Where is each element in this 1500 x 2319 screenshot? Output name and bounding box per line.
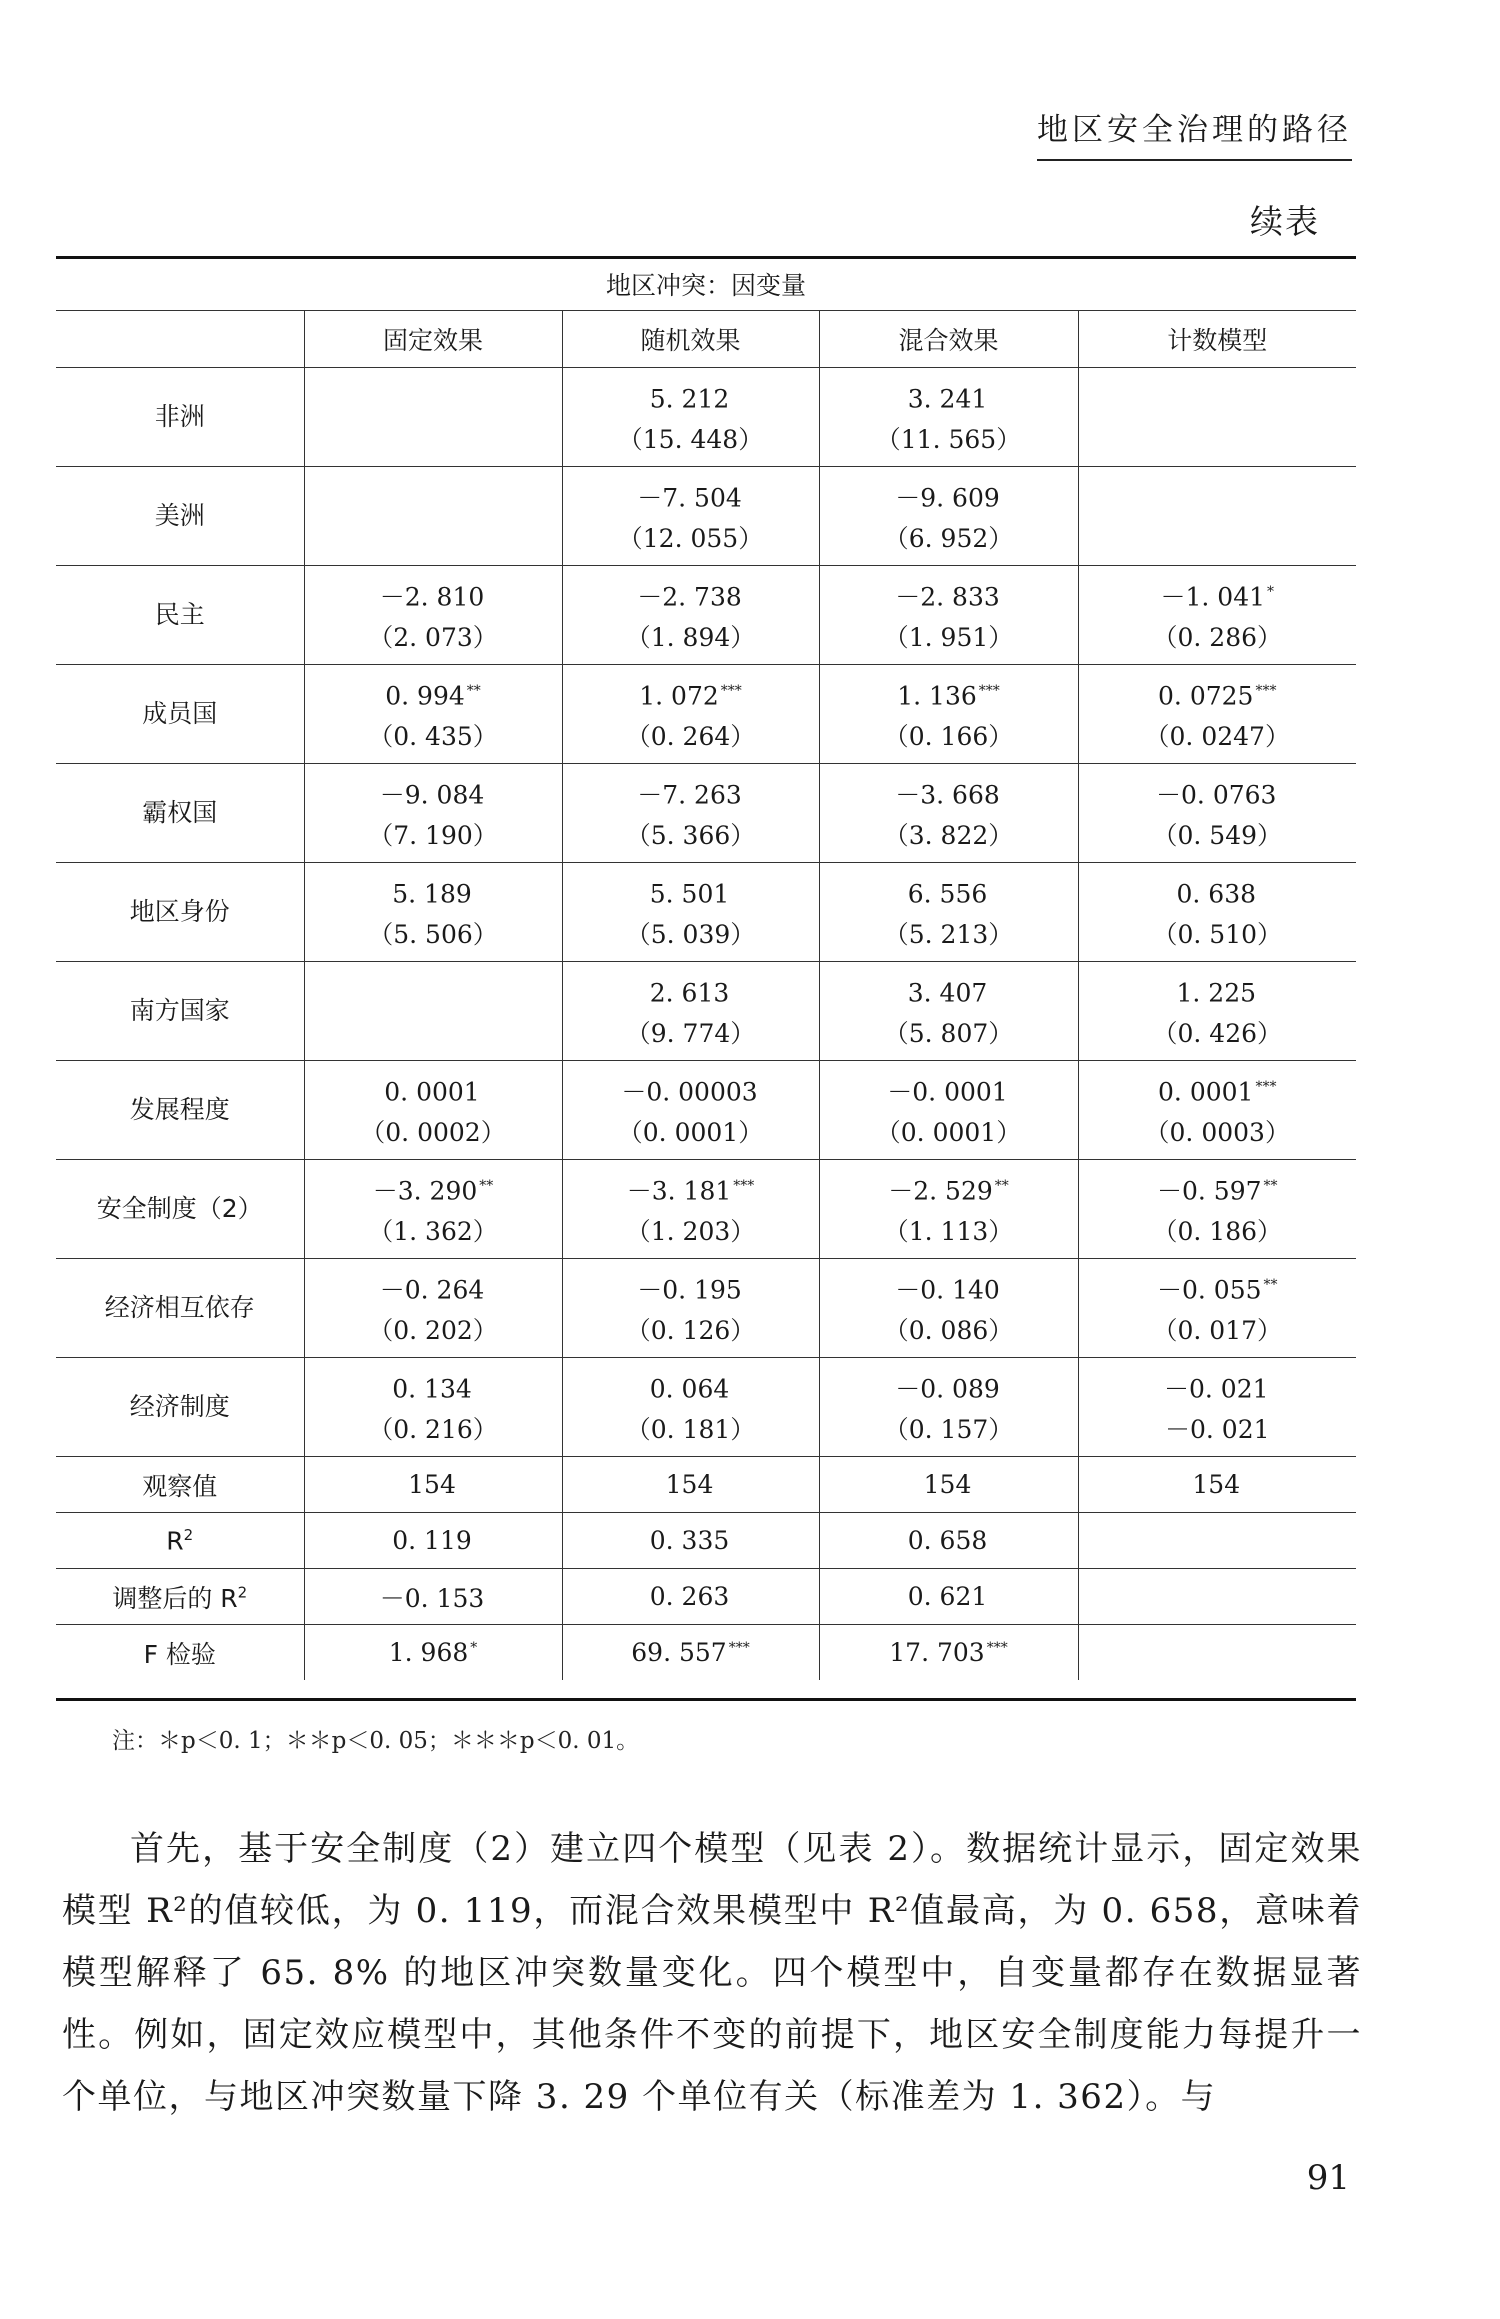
stats-label <box>56 1513 304 1569</box>
coefficient <box>1079 1364 1357 1409</box>
significance-stars: * <box>470 1639 478 1656</box>
coefficient-value: 0. 638 <box>1176 879 1257 909</box>
stats-row <box>56 1569 1356 1625</box>
standard-error: （1. 951） <box>883 622 1014 652</box>
coefficient-value: －3. 668 <box>895 780 1000 810</box>
coefficient <box>305 671 562 716</box>
coefficient <box>1079 1265 1357 1310</box>
standard-error: （9. 774） <box>625 1018 756 1048</box>
stats-label-text: F 检验 <box>143 1639 216 1669</box>
stats-label-text: 调整后的 R <box>112 1583 238 1613</box>
coefficient <box>563 1364 819 1409</box>
standard-error: （0. 0002） <box>360 1117 506 1147</box>
standard-error: （5. 506） <box>368 919 498 949</box>
stats-value: 154 <box>1192 1470 1241 1499</box>
table-row <box>56 863 1356 962</box>
table-cell <box>562 665 819 764</box>
table-cell <box>1078 665 1356 764</box>
superscript: 2 <box>237 1583 248 1602</box>
coefficient-value: －2. 833 <box>895 582 1000 612</box>
coefficient <box>305 1364 562 1409</box>
table-cell <box>1078 863 1356 962</box>
table-cell <box>304 1259 562 1358</box>
coefficient <box>563 968 819 1013</box>
coefficient-value: －0. 00003 <box>621 1077 758 1107</box>
standard-error: （0. 181） <box>625 1414 756 1444</box>
table-cell <box>562 368 819 467</box>
coefficient-value: －3. 181 <box>626 1176 732 1206</box>
standard-error: －0. 021 <box>1164 1414 1270 1444</box>
table-cell <box>819 1358 1078 1457</box>
table-cell <box>819 1061 1078 1160</box>
coefficient <box>1079 1166 1357 1211</box>
running-head-title: 地区安全治理的路径 <box>1037 104 1352 161</box>
coefficient <box>820 1364 1078 1409</box>
coefficient-value: －0. 0001 <box>887 1077 1008 1107</box>
table-row <box>56 368 1356 467</box>
table-cell <box>1078 566 1356 665</box>
coefficient <box>305 493 562 538</box>
coefficient <box>305 1067 562 1112</box>
standard-error: （1. 203） <box>625 1216 756 1246</box>
coefficient <box>563 1265 819 1310</box>
coefficient-value: 6. 556 <box>907 879 988 909</box>
row-label: 美洲 <box>56 467 304 566</box>
table-cell <box>1078 1358 1356 1457</box>
stats-cell <box>304 1625 562 1681</box>
stats-label <box>56 1457 304 1513</box>
table-cell <box>562 566 819 665</box>
stats-cell <box>1078 1513 1356 1569</box>
coefficient-value: －7. 263 <box>637 780 742 810</box>
standard-error: （0. 435） <box>368 721 498 751</box>
coefficient-value: －0. 140 <box>895 1275 1000 1305</box>
stats-label <box>56 1569 304 1625</box>
row-label: 发展程度 <box>56 1061 304 1160</box>
standard-error: （0. 126） <box>625 1315 756 1345</box>
coefficient <box>820 968 1078 1013</box>
standard-error: （5. 039） <box>625 919 756 949</box>
standard-error: （0. 017） <box>1152 1315 1283 1345</box>
table-cell <box>304 863 562 962</box>
coefficient <box>563 671 819 716</box>
stats-cell <box>304 1513 562 1569</box>
table-cell <box>304 764 562 863</box>
table-cell <box>1078 1160 1356 1259</box>
standard-error: （15. 448） <box>617 424 764 454</box>
stats-value: 154 <box>923 1470 972 1499</box>
coefficient <box>820 572 1078 617</box>
coefficient <box>305 770 562 815</box>
col-header-random: 随机效果 <box>562 311 819 368</box>
coefficient-value: 1. 072 <box>639 681 719 711</box>
coefficient-value: 5. 212 <box>649 384 730 414</box>
stats-cell <box>819 1569 1078 1625</box>
table-cell <box>1078 467 1356 566</box>
coefficient <box>820 1265 1078 1310</box>
table-cell <box>819 368 1078 467</box>
coefficient-value: 0. 0725 <box>1158 681 1254 711</box>
coefficient <box>1079 770 1357 815</box>
standard-error: （3. 822） <box>883 820 1014 850</box>
stats-cell <box>562 1569 819 1625</box>
stats-row <box>56 1625 1356 1681</box>
table-bottom-rule <box>56 1698 1356 1701</box>
stats-cell <box>304 1457 562 1513</box>
table-cell <box>1078 368 1356 467</box>
table-cell <box>562 1358 819 1457</box>
table-cell <box>562 1259 819 1358</box>
coefficient <box>563 572 819 617</box>
table-cell <box>819 1259 1078 1358</box>
stats-cell <box>562 1625 819 1681</box>
table-row <box>56 962 1356 1061</box>
coefficient <box>1079 869 1357 914</box>
coefficient-value: －1. 041 <box>1160 582 1266 612</box>
standard-error: （0. 186） <box>1152 1216 1283 1246</box>
coefficient-value: 0. 064 <box>649 1374 730 1404</box>
table-cell <box>304 467 562 566</box>
coefficient <box>820 671 1078 716</box>
table-continued-label: 续表 <box>1250 202 1320 241</box>
row-label: 非洲 <box>56 368 304 467</box>
significance-stars: *** <box>986 1639 1008 1656</box>
table-cell <box>1078 1259 1356 1358</box>
row-label: 霸权国 <box>56 764 304 863</box>
table-cell <box>819 467 1078 566</box>
coefficient <box>305 869 562 914</box>
coefficient-value: 0. 0001 <box>384 1077 480 1107</box>
table-cell <box>304 1358 562 1457</box>
coefficient <box>563 1067 819 1112</box>
coefficient-value: 5. 501 <box>649 879 730 909</box>
table-cell <box>819 1160 1078 1259</box>
stats-cell <box>1078 1625 1356 1681</box>
coefficient <box>305 572 562 617</box>
standard-error: （5. 213） <box>883 919 1014 949</box>
significance-stars: *** <box>733 1178 755 1195</box>
coefficient-value: －0. 195 <box>637 1275 742 1305</box>
coefficient <box>1079 1067 1357 1112</box>
coefficient <box>305 1265 562 1310</box>
table-cell <box>304 1160 562 1259</box>
stats-value: 17. 703 <box>889 1638 985 1667</box>
standard-error: （0. 549） <box>1152 820 1283 850</box>
stats-value: 0. 119 <box>392 1526 472 1555</box>
table-cell <box>1078 1061 1356 1160</box>
stats-cell <box>1078 1457 1356 1513</box>
standard-error: （6. 952） <box>883 523 1014 553</box>
coefficient-value: 0. 134 <box>392 1374 472 1404</box>
row-label: 南方国家 <box>56 962 304 1061</box>
coefficient-value: －0. 597 <box>1156 1176 1262 1206</box>
stats-value: 154 <box>408 1470 456 1499</box>
stats-cell <box>819 1513 1078 1569</box>
standard-error: （7. 190） <box>368 820 498 850</box>
table-cell <box>819 665 1078 764</box>
stats-value: 69. 557 <box>631 1638 727 1667</box>
stats-cell <box>304 1569 562 1625</box>
coefficient-value: 3. 407 <box>907 978 988 1008</box>
coefficient <box>563 869 819 914</box>
significance-stars: ** <box>1263 1277 1278 1294</box>
coefficient-value: －0. 264 <box>379 1275 485 1305</box>
stats-cell <box>819 1457 1078 1513</box>
significance-stars: *** <box>978 683 1000 700</box>
significance-stars: ** <box>466 683 481 700</box>
coefficient <box>820 869 1078 914</box>
coefficient-value: －0. 089 <box>895 1374 1000 1404</box>
coefficient <box>563 770 819 815</box>
coefficient <box>1079 493 1357 538</box>
standard-error: （0. 157） <box>883 1414 1014 1444</box>
dependent-variable-header: 地区冲突：因变量 <box>56 258 1356 311</box>
table-cell <box>562 764 819 863</box>
coefficient-value: 3. 241 <box>907 384 988 414</box>
stats-value: －0. 153 <box>379 1583 485 1613</box>
coefficient-value: －0. 021 <box>1163 1374 1269 1404</box>
significance-stars: ** <box>1263 1178 1278 1195</box>
stats-value: 1. 968 <box>388 1638 469 1667</box>
significance-stars: ** <box>479 1178 494 1195</box>
coefficient-value: －2. 529 <box>888 1176 993 1206</box>
coefficient-value: 0. 0001 <box>1158 1077 1254 1107</box>
standard-error: （0. 426） <box>1152 1018 1283 1048</box>
standard-error: （5. 807） <box>883 1018 1014 1048</box>
stats-row <box>56 1513 1356 1569</box>
significance-stars: * <box>1267 584 1275 601</box>
standard-error: （0. 086） <box>883 1315 1014 1345</box>
table-row <box>56 1160 1356 1259</box>
significance-stars: *** <box>728 1639 750 1656</box>
superscript: 2 <box>183 1525 194 1544</box>
coefficient-value: 5. 189 <box>392 879 472 909</box>
standard-error: （5. 366） <box>625 820 756 850</box>
table-cell <box>819 962 1078 1061</box>
coefficient-value: －3. 290 <box>372 1176 478 1206</box>
coefficient-value: －2. 810 <box>379 582 485 612</box>
stats-value: 0. 658 <box>907 1526 988 1555</box>
standard-error: （1. 894） <box>625 622 756 652</box>
body-paragraph: 首先，基于安全制度（2）建立四个模型（见表 2）。数据统计显示，固定效果模型 R²的值较低，为 0. 119，而混合效果模型中 R²值最高，为 0. 658，意味着模型解释了 65. 8% 的地区冲突数量变化。四个模型中，自变量都存在数据显著性。例如，固定效应模型中，其他条件不变的前提下，地区安全制度能力每提升一个单位，与地区冲突数量下降 3. 29 个单位有关（标准差为 1. 362）。与 <box>62 1829 1362 2117</box>
body-text <box>62 1818 1362 2128</box>
table-cell <box>304 1061 562 1160</box>
significance-stars: *** <box>1255 1079 1277 1096</box>
page-number: 91 <box>1306 2158 1350 2198</box>
col-header-fixed: 固定效果 <box>304 311 562 368</box>
standard-error: （0. 264） <box>625 721 756 751</box>
coefficient <box>820 374 1078 419</box>
coefficient <box>820 473 1078 518</box>
row-label: 成员国 <box>56 665 304 764</box>
regression-table <box>56 258 1356 1680</box>
table-cell <box>304 962 562 1061</box>
significance-stars: *** <box>720 683 742 700</box>
stats-label-text: R <box>166 1526 184 1556</box>
standard-error: （2. 073） <box>368 622 498 652</box>
coefficient <box>305 988 562 1033</box>
row-label: 地区身份 <box>56 863 304 962</box>
significance-stars: ** <box>994 1178 1009 1195</box>
standard-error: （0. 166） <box>883 721 1014 751</box>
table-cell <box>819 863 1078 962</box>
coefficient <box>305 1166 562 1211</box>
standard-error: （1. 113） <box>883 1216 1014 1246</box>
table-cell <box>562 863 819 962</box>
standard-error: （0. 0001） <box>875 1117 1022 1147</box>
row-label: 经济相互依存 <box>56 1259 304 1358</box>
standard-error: （0. 0001） <box>617 1117 764 1147</box>
coefficient-value: －0. 055 <box>1156 1275 1262 1305</box>
stats-value: 154 <box>665 1470 714 1499</box>
row-label: 民主 <box>56 566 304 665</box>
coefficient <box>563 374 819 419</box>
coefficient <box>563 1166 819 1211</box>
stats-value: 0. 621 <box>907 1582 988 1611</box>
table-cell <box>562 1160 819 1259</box>
table-row <box>56 467 1356 566</box>
stats-row <box>56 1457 1356 1513</box>
coefficient-value: －0. 0763 <box>1156 780 1277 810</box>
coefficient-value: 2. 613 <box>649 978 730 1008</box>
row-label: 安全制度（2） <box>56 1160 304 1259</box>
table-cell <box>304 368 562 467</box>
standard-error: （0. 216） <box>368 1414 498 1444</box>
table-row <box>56 1259 1356 1358</box>
stats-cell <box>562 1513 819 1569</box>
coefficient <box>1079 671 1357 716</box>
table-row <box>56 1358 1356 1457</box>
table-row <box>56 1061 1356 1160</box>
table-cell <box>562 962 819 1061</box>
standard-error: （0. 286） <box>1152 622 1283 652</box>
table-cell <box>304 665 562 764</box>
significance-note: 注：＊p＜0. 1；＊＊p＜0. 05；＊＊＊p＜0. 01。 <box>112 1728 640 1754</box>
col-header-count: 计数模型 <box>1078 311 1356 368</box>
corner-cell <box>56 311 304 368</box>
coefficient <box>820 770 1078 815</box>
table-cell <box>562 467 819 566</box>
significance-stars: *** <box>1255 683 1277 700</box>
standard-error: （0. 0247） <box>1144 721 1290 751</box>
table-row <box>56 566 1356 665</box>
coefficient-value: 0. 994 <box>385 681 465 711</box>
coefficient-value: －9. 609 <box>895 483 1000 513</box>
coefficient-value: 1. 136 <box>897 681 977 711</box>
coefficient <box>1079 572 1357 617</box>
stats-value: 0. 263 <box>649 1582 730 1611</box>
row-label: 经济制度 <box>56 1358 304 1457</box>
standard-error: （0. 0003） <box>1144 1117 1290 1147</box>
table-row <box>56 764 1356 863</box>
stats-cell <box>819 1625 1078 1681</box>
coefficient-value: 1. 225 <box>1176 978 1257 1008</box>
coefficient <box>305 394 562 439</box>
standard-error: （12. 055） <box>617 523 764 553</box>
coefficient <box>820 1067 1078 1112</box>
standard-error: （1. 362） <box>368 1216 498 1246</box>
coefficient <box>1079 968 1357 1013</box>
table-cell <box>562 1061 819 1160</box>
coefficient-value: －2. 738 <box>637 582 742 612</box>
stats-value: 0. 335 <box>649 1526 730 1555</box>
coefficient <box>563 473 819 518</box>
table-cell <box>819 566 1078 665</box>
table-cell <box>1078 962 1356 1061</box>
coefficient <box>820 1166 1078 1211</box>
table-row <box>56 665 1356 764</box>
stats-cell <box>562 1457 819 1513</box>
coefficient <box>1079 394 1357 439</box>
standard-error: （0. 202） <box>368 1315 498 1345</box>
stats-label-text: 观察值 <box>142 1471 218 1501</box>
coefficient-value: －7. 504 <box>637 483 742 513</box>
table-cell <box>819 764 1078 863</box>
standard-error: （0. 510） <box>1152 919 1283 949</box>
standard-error: （11. 565） <box>875 424 1022 454</box>
table-cell <box>304 566 562 665</box>
coefficient-value: －9. 084 <box>379 780 485 810</box>
col-header-pooled: 混合效果 <box>819 311 1078 368</box>
table-cell <box>1078 764 1356 863</box>
stats-cell <box>1078 1569 1356 1625</box>
stats-label <box>56 1625 304 1681</box>
